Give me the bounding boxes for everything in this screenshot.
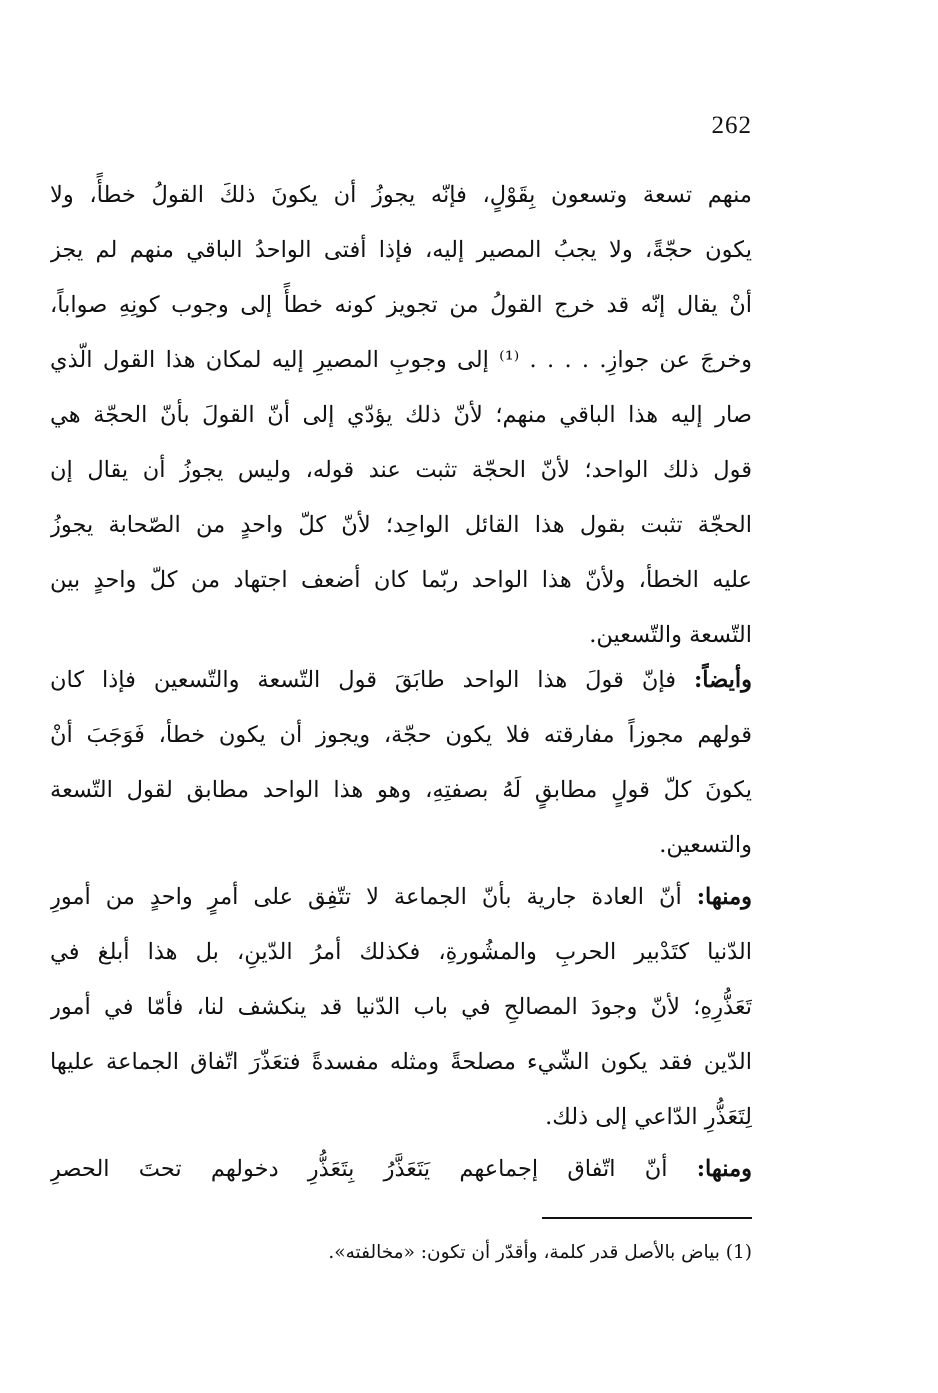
paragraph-2 [50, 653, 752, 873]
paragraph-3 [50, 870, 752, 1145]
text-line: عليه الخطأ، ولأنّ هذا الواحد ربّما كان أضعف اجتهاد من كلّ واحدٍ بين [50, 567, 752, 593]
text-line: أنْ يقال إنّه قد خرج القولُ من تجويز كونه خطأً إلى وجوب كونِهِ صواباً، [50, 292, 752, 318]
text-line: التّسعة والتّسعين. [589, 622, 752, 648]
text-line: الدّنيا كتَدْبير الحربِ والمشُورةِ، فكذلك أمرُ الدّينِ، بل هذا أبلغ في [50, 939, 752, 965]
text-line [50, 1142, 752, 1197]
line-text: فإنّ قولَ هذا الواحد طابَقَ قول التّسعة والتّسعين فإذا كان [50, 667, 694, 693]
text-line [50, 653, 752, 708]
text-line: يكون حجّةً، ولا يجبُ المصير إليه، فإذا أفتى الواحدُ الباقي منهم لم يجز [50, 237, 752, 263]
text-line: صار إليه هذا الباقي منهم؛ لأنّ ذلك يؤدّي إلى أنّ القولَ بأنّ الحجّة هي [50, 402, 752, 428]
paragraph-lead: ومنها: [696, 1156, 752, 1182]
text-line: منهم تسعة وتسعون بِقَوْلٍ، فإنّه يجوزُ أن يكونَ ذلكَ القولُ خطأً، ولا [50, 182, 752, 208]
text-line: والتسعين. [659, 832, 752, 858]
text-line: لِتَعَذُّرِ الدّاعي إلى ذلك. [545, 1104, 752, 1130]
paragraph-lead: وأيضاً: [693, 667, 752, 693]
text-line: وخرجَ عن جوازِ. . . . . ⁽¹⁾ إلى وجوبِ المصيرِ إليه لمكان هذا القول الّذي [50, 347, 752, 373]
footnote-divider [542, 1217, 752, 1219]
page-number: 262 [711, 112, 752, 139]
paragraph-lead: ومنها: [696, 884, 752, 910]
text-line: قولهم مجوزاً مفارقته فلا يكون حجّة، ويجوز أن يكون خطأ، فَوَجَبَ أنْ [50, 722, 752, 748]
paragraph-4 [50, 1142, 752, 1197]
line-text: أنّ العادة جارية بأنّ الجماعة لا تتّفِق على أمرٍ واحدٍ من أمورِ [50, 884, 697, 910]
text-line: الدّين فقد يكون الشّيء مصلحةً ومثله مفسدةً فتعَذّرَ اتّفاق الجماعة عليها [50, 1049, 752, 1075]
text-line: يكونَ كلّ قولٍ مطابقٍ لَهُ بصفتِهِ، وهو هذا الواحد مطابق لقول التّسعة [50, 777, 752, 803]
text-line: تَعَذُّرِهِ؛ لأنّ وجودَ المصالحِ في باب الدّنيا قد ينكشف لنا، فأمّا في أمور [50, 994, 752, 1020]
text-line: قول ذلك الواحد؛ لأنّ الحجّة تثبت عند قوله، وليس يجوزُ أن يقال إن [50, 457, 752, 483]
line-text: أنّ اتّفاق إجماعهم يَتَعَذَّرُ بِتَعَذُّرِ دخولهم تحتَ الحصرِ [50, 1156, 697, 1182]
text-line: الحجّة تثبت بقول هذا القائل الواحِد؛ لأنّ كلّ واحدٍ من الصّحابة يجوزُ [50, 512, 752, 538]
paragraph-1 [50, 168, 752, 663]
text-line [50, 870, 752, 925]
footnote: (1) بياض بالأصل قدر كلمة، وأقدّر أن تكون: «مخالفته». [328, 1242, 752, 1263]
